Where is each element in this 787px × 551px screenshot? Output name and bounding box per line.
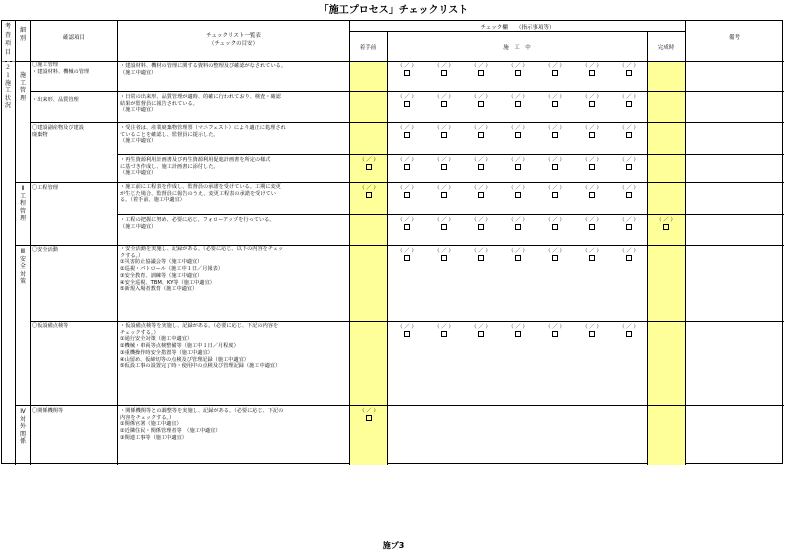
check-cell-mark: （ ／ ） — [582, 94, 602, 100]
check-cell-mark: （ ／ ） — [471, 63, 491, 69]
check-cell-mark: （ ／ ） — [471, 324, 491, 330]
checkbox[interactable] — [626, 224, 632, 230]
check-cell[interactable] — [537, 94, 573, 109]
header-subdivision: 細 別 — [19, 27, 26, 42]
checkbox[interactable] — [589, 70, 595, 76]
check-cell-mark: （ ／ ） — [359, 408, 379, 414]
check-cell[interactable] — [463, 157, 499, 172]
check-cell[interactable] — [351, 408, 387, 423]
checklist-table — [1, 20, 783, 464]
check-cell[interactable] — [426, 324, 462, 339]
checkbox[interactable] — [404, 192, 410, 198]
check-cell-mark: （ ／ ） — [397, 324, 417, 330]
check-cell-mark: （ ／ ） — [545, 94, 565, 100]
check-cell[interactable] — [463, 324, 499, 339]
row-item-safety-activity: 〇安全活動 — [32, 247, 58, 253]
checkbox[interactable] — [552, 70, 558, 76]
check-cell[interactable] — [611, 248, 647, 263]
check-cell[interactable] — [500, 63, 536, 78]
check-cell[interactable] — [574, 94, 610, 109]
checkbox[interactable] — [404, 70, 410, 76]
check-cell-mark: （ ／ ） — [619, 248, 639, 254]
checkbox[interactable] — [552, 164, 558, 170]
checklist-text: ・工程の把握に努め、必要に応じ、フォローアップを行っている。 （施工中適宜） — [120, 217, 275, 230]
check-cell[interactable] — [463, 217, 499, 232]
checkbox[interactable] — [404, 255, 410, 261]
check-cell-mark: （ ／ ） — [545, 248, 565, 254]
row-item-schedule: 〇工程管理 — [32, 185, 58, 191]
checkbox[interactable] — [515, 132, 521, 138]
check-cell[interactable] — [500, 248, 536, 263]
check-cell-mark: （ ／ ） — [582, 63, 602, 69]
check-cell[interactable] — [611, 63, 647, 78]
check-cell-mark: （ ／ ） — [434, 125, 454, 131]
checklist-text: ・受注者は、産業廃棄物管理票（マニフェスト）により適正に処理され ていることを確認し、監督員に提示した。 （施工中適宜） — [120, 125, 286, 145]
check-cell[interactable] — [500, 94, 536, 109]
check-cell[interactable] — [611, 125, 647, 140]
check-cell-mark: （ ／ ） — [359, 185, 379, 191]
checkbox[interactable] — [441, 255, 447, 261]
header-remarks: 備考 — [728, 35, 740, 41]
check-cell[interactable] — [389, 324, 425, 339]
checkbox[interactable] — [663, 224, 669, 230]
check-cell-mark: （ ／ ） — [434, 63, 454, 69]
check-cell-mark: （ ／ ） — [619, 94, 639, 100]
check-cell-mark: （ ／ ） — [545, 63, 565, 69]
check-cell[interactable] — [537, 157, 573, 172]
check-cell[interactable] — [426, 94, 462, 109]
checkbox[interactable] — [626, 331, 632, 337]
check-cell[interactable] — [351, 157, 387, 172]
check-cell-mark: （ ／ ） — [397, 63, 417, 69]
check-cell-mark: （ ／ ） — [508, 63, 528, 69]
section-construction-management: 施 工 管 理 — [19, 72, 26, 102]
checkbox[interactable] — [404, 101, 410, 107]
section-construction-status: １ 施 工 状 況 — [4, 72, 11, 110]
checkbox[interactable] — [478, 70, 484, 76]
check-cell[interactable] — [574, 217, 610, 232]
checkbox[interactable] — [589, 192, 595, 198]
check-cell-mark: （ ／ ） — [434, 185, 454, 191]
check-cell-mark: （ ／ ） — [397, 185, 417, 191]
checkbox[interactable] — [589, 255, 595, 261]
check-cell-mark: （ ／ ） — [656, 217, 676, 223]
check-cell[interactable] — [426, 63, 462, 78]
checkbox[interactable] — [626, 70, 632, 76]
check-cell-mark: （ ／ ） — [545, 157, 565, 163]
check-cell-mark: （ ／ ） — [508, 217, 528, 223]
check-cell-mark: （ ／ ） — [434, 217, 454, 223]
check-cell-mark: （ ／ ） — [545, 324, 565, 330]
checklist-text: ・仮設備点検等を実施し、記録がある。（必要に応じ、下記の内容を チェックする。） ①通行安全対策（施工中適宜） ②機械・車両等点検整備等（施工中１日／月程度） ③重機操作時安全措置等（施工中適宜） ④山留め、仮締切等の点検及び管理記録（施工中適宜） ⑤仮設工事の設置完了時・使用中の点検及び管理記録（施工中適宜） — [120, 323, 281, 370]
header-evaluation-item: 考 査 項 目 — [4, 23, 11, 56]
checklist-text: ・安全活動を実施し、記録がある。（必要に応じ、以下の内容をチェッ クする。） ①災害防止協議会等（施工中適宜） ②巡視・パトロール（施工中１日／月報表） ③安全教育、訓練等（施工中適宜） ④安全巡視、TBM、KY等（施工中適宜） ⑤新規入場者教育（施工中適宜） — [120, 246, 284, 293]
checkbox[interactable] — [589, 132, 595, 138]
check-cell-mark: （ ／ ） — [508, 94, 528, 100]
check-cell[interactable] — [648, 217, 684, 232]
check-cell-mark: （ ／ ） — [397, 125, 417, 131]
checkbox[interactable] — [552, 331, 558, 337]
checkbox[interactable] — [366, 415, 372, 421]
check-cell-mark: （ ／ ） — [471, 94, 491, 100]
check-cell-mark: （ ／ ） — [508, 324, 528, 330]
checkbox[interactable] — [626, 132, 632, 138]
check-cell[interactable] — [611, 324, 647, 339]
row-item-temporary-facility: 〇仮設備点検等 — [32, 323, 69, 329]
check-cell[interactable] — [389, 94, 425, 109]
check-cell-mark: （ ／ ） — [545, 217, 565, 223]
check-cell-mark: （ ／ ） — [619, 63, 639, 69]
check-cell[interactable] — [389, 125, 425, 140]
checkbox[interactable] — [552, 101, 558, 107]
header-check-column: チェック欄 （指示事項等） — [480, 25, 555, 31]
check-cell[interactable] — [574, 324, 610, 339]
check-cell-mark: （ ／ ） — [619, 217, 639, 223]
check-cell-mark: （ ／ ） — [619, 125, 639, 131]
check-cell[interactable] — [351, 185, 387, 200]
check-cell[interactable] — [574, 185, 610, 200]
check-cell[interactable] — [389, 185, 425, 200]
check-cell-mark: （ ／ ） — [619, 157, 639, 163]
checkbox[interactable] — [626, 192, 632, 198]
checkbox[interactable] — [515, 224, 521, 230]
check-cell-mark: （ ／ ） — [434, 248, 454, 254]
check-cell-mark: （ ／ ） — [582, 125, 602, 131]
checkbox[interactable] — [441, 101, 447, 107]
check-cell-mark: （ ／ ） — [471, 185, 491, 191]
check-cell-mark: （ ／ ） — [397, 94, 417, 100]
check-cell-mark: （ ／ ） — [471, 125, 491, 131]
check-cell-mark: （ ／ ） — [508, 248, 528, 254]
check-cell[interactable] — [611, 94, 647, 109]
checkbox[interactable] — [478, 331, 484, 337]
check-cell-mark: （ ／ ） — [471, 248, 491, 254]
checkbox[interactable] — [441, 224, 447, 230]
checkbox[interactable] — [626, 101, 632, 107]
row-item-related-agencies: 〇関係機関等 — [32, 408, 64, 414]
check-cell[interactable] — [537, 63, 573, 78]
check-cell[interactable] — [426, 217, 462, 232]
check-cell[interactable] — [574, 125, 610, 140]
check-cell[interactable] — [574, 157, 610, 172]
checkbox[interactable] — [552, 224, 558, 230]
check-cell[interactable] — [463, 63, 499, 78]
checkbox[interactable] — [478, 101, 484, 107]
check-cell-mark: （ ／ ） — [471, 157, 491, 163]
check-cell-mark: （ ／ ） — [508, 157, 528, 163]
check-cell-mark: （ ／ ） — [582, 185, 602, 191]
checkbox[interactable] — [441, 132, 447, 138]
check-cell-mark: （ ／ ） — [434, 324, 454, 330]
check-cell-mark: （ ／ ） — [582, 324, 602, 330]
checklist-text: ・施工前に工程表を作成し、監督員の承諾を受けている。工期に変更 が生じた場合、監督員に報告のうえ、変更工程表の承諾を受けてい る。（着手前、施工中適宜） — [120, 184, 281, 204]
check-cell-mark: （ ／ ） — [508, 125, 528, 131]
checkbox[interactable] — [515, 255, 521, 261]
check-cell[interactable] — [500, 217, 536, 232]
checkbox[interactable] — [441, 331, 447, 337]
checkbox[interactable] — [515, 70, 521, 76]
page-title: 「施工プロセス」チェックリスト — [318, 5, 469, 16]
check-cell-mark: （ ／ ） — [397, 217, 417, 223]
checkbox[interactable] — [478, 224, 484, 230]
checkbox[interactable] — [441, 192, 447, 198]
section-external-relations: Ⅳ 対 外 関 係 — [19, 408, 26, 446]
check-cell[interactable] — [537, 125, 573, 140]
checklist-text: ・日常の出来形、品質管理が適時、的確に行われており、検査・確認 結果が監督員に報告されている。 （施工中適宜） — [120, 94, 281, 114]
check-cell[interactable] — [500, 125, 536, 140]
check-cell-mark: （ ／ ） — [582, 157, 602, 163]
section-number: ２ — [4, 64, 11, 71]
check-cell-mark: （ ／ ） — [434, 157, 454, 163]
check-cell[interactable] — [389, 157, 425, 172]
checklist-text: ・建設材料、機材の管理に関する資料の整理及び確認がなされている。 （施工中適宜） — [120, 63, 287, 76]
checkbox[interactable] — [589, 224, 595, 230]
check-cell[interactable] — [426, 248, 462, 263]
check-cell[interactable] — [537, 217, 573, 232]
checkbox[interactable] — [366, 192, 372, 198]
header-on-completion: 完成時 — [657, 45, 675, 51]
checkbox[interactable] — [478, 192, 484, 198]
checklist-text: ・再生資源利用計画書及び再生資源利用促進計画書を所定の様式 に基づき作成し、施工計画書に添付した。 （施工中適宜） — [120, 157, 271, 177]
checkbox[interactable] — [515, 192, 521, 198]
checkbox[interactable] — [404, 164, 410, 170]
checkbox[interactable] — [478, 132, 484, 138]
check-cell-mark: （ ／ ） — [434, 94, 454, 100]
check-cell[interactable] — [463, 185, 499, 200]
check-cell-mark: （ ／ ） — [619, 185, 639, 191]
checkbox[interactable] — [478, 164, 484, 170]
row-item-quality-management: ・出来形、品質管理 — [32, 97, 79, 103]
check-cell-mark: （ ／ ） — [359, 157, 379, 163]
check-cell[interactable] — [463, 94, 499, 109]
check-cell[interactable] — [500, 157, 536, 172]
checkbox[interactable] — [552, 192, 558, 198]
checkbox[interactable] — [404, 331, 410, 337]
checkbox[interactable] — [626, 164, 632, 170]
check-cell-mark: （ ／ ） — [582, 248, 602, 254]
check-cell[interactable] — [500, 324, 536, 339]
checkbox[interactable] — [626, 255, 632, 261]
check-cell[interactable] — [389, 217, 425, 232]
check-cell[interactable] — [537, 248, 573, 263]
checkbox[interactable] — [366, 164, 372, 170]
page-footer: 施プ3 — [382, 541, 405, 550]
checkbox[interactable] — [404, 132, 410, 138]
check-cell-mark: （ ／ ） — [397, 248, 417, 254]
checkbox[interactable] — [589, 101, 595, 107]
check-cell[interactable] — [537, 185, 573, 200]
check-cell[interactable] — [611, 185, 647, 200]
checkbox[interactable] — [589, 164, 595, 170]
check-cell[interactable] — [574, 63, 610, 78]
check-cell[interactable] — [426, 125, 462, 140]
checklist-text: ・関係機関等との調整等を実施し、記録がある。（必要に応じ、下記の 内容をチェックする。） ①関係官署（施工中適宜） ②近隣住民・関係管理者等 （施工中適宜） ③関連工事等（施工中適宜） — [120, 408, 284, 441]
header-before-start: 着手前 — [359, 45, 377, 51]
check-cell-mark: （ ／ ） — [545, 125, 565, 131]
check-cell[interactable] — [463, 125, 499, 140]
check-cell[interactable] — [500, 185, 536, 200]
checkbox[interactable] — [441, 164, 447, 170]
checkbox[interactable] — [515, 164, 521, 170]
check-cell[interactable] — [426, 157, 462, 172]
check-cell[interactable] — [574, 248, 610, 263]
check-cell-mark: （ ／ ） — [471, 217, 491, 223]
check-cell[interactable] — [426, 185, 462, 200]
header-during-construction: 施 工 中 — [503, 45, 531, 51]
checkbox[interactable] — [515, 331, 521, 337]
section-safety-measures: Ⅲ 安 全 対 策 — [19, 248, 26, 286]
check-cell[interactable] — [611, 157, 647, 172]
checkbox[interactable] — [478, 255, 484, 261]
check-cell-mark: （ ／ ） — [545, 185, 565, 191]
check-cell[interactable] — [389, 63, 425, 78]
checkbox[interactable] — [589, 331, 595, 337]
check-cell-mark: （ ／ ） — [397, 157, 417, 163]
checkbox[interactable] — [404, 224, 410, 230]
checkbox[interactable] — [515, 101, 521, 107]
header-checklist: チェックリスト一覧表 （チェックの目安） — [206, 33, 261, 47]
checkbox[interactable] — [552, 132, 558, 138]
checkbox[interactable] — [441, 70, 447, 76]
row-item-construction-management: 〇施工管理 ・建設材料、機械の管理 — [32, 62, 90, 75]
check-cell[interactable] — [611, 217, 647, 232]
check-cell-mark: （ ／ ） — [508, 185, 528, 191]
section-schedule-management: Ⅱ 工 程 管 理 — [19, 185, 26, 223]
check-cell[interactable] — [463, 248, 499, 263]
check-cell-mark: （ ／ ） — [619, 324, 639, 330]
check-cell-mark: （ ／ ） — [582, 217, 602, 223]
check-cell[interactable] — [389, 248, 425, 263]
row-item-byproducts: 〇建設副産物及び建設 廃棄物 — [32, 125, 84, 138]
header-check-item: 確認項目 — [62, 35, 85, 41]
check-cell[interactable] — [537, 324, 573, 339]
checkbox[interactable] — [552, 255, 558, 261]
